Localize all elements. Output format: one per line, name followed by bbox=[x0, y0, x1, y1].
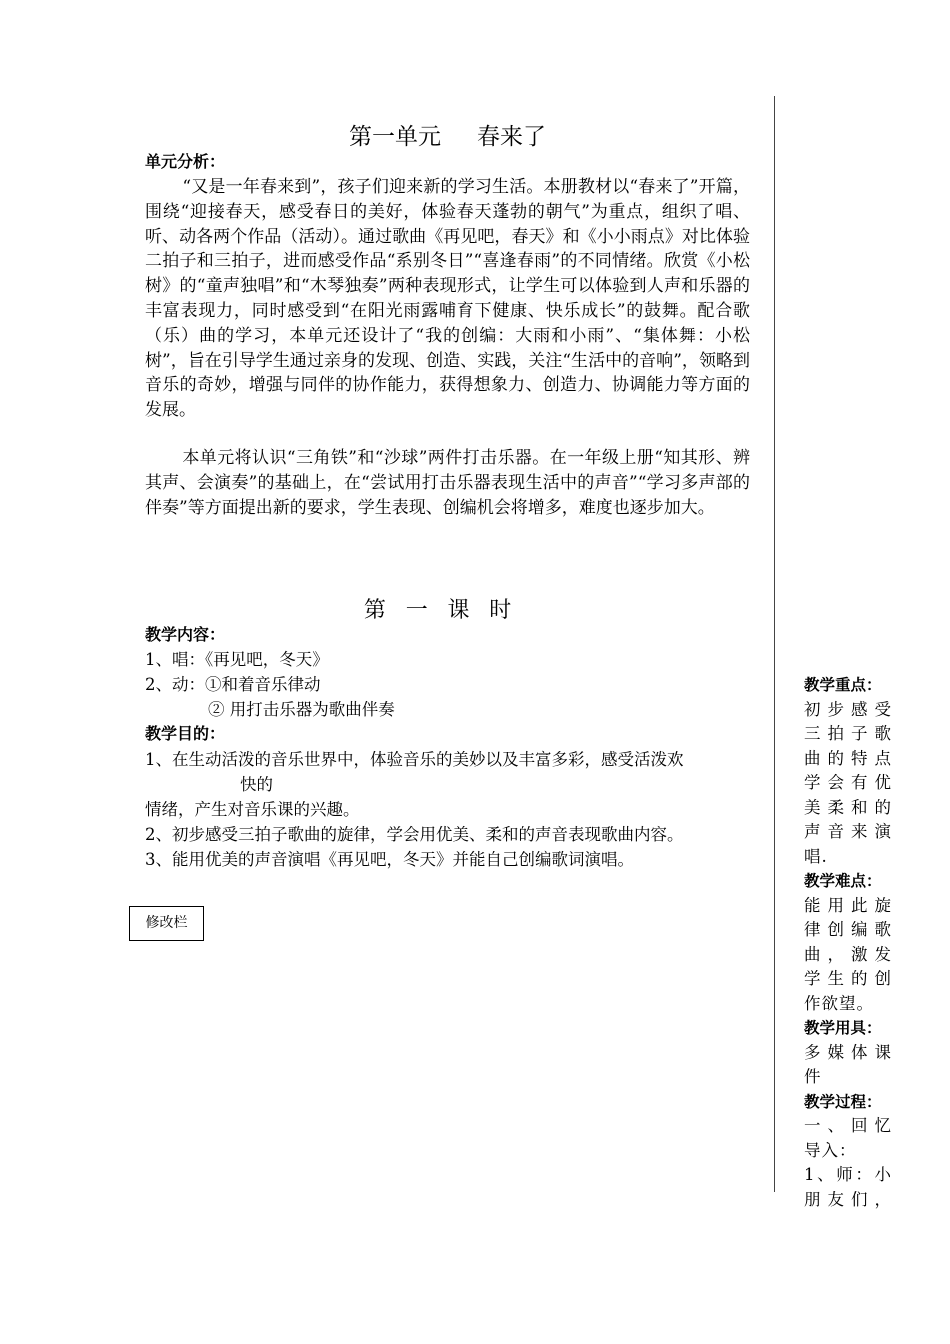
teaching-goal-line: 2、初步感受三拍子歌曲的旋律，学会用优美、柔和的声音表现歌曲内容。 bbox=[145, 825, 684, 844]
tools-line: 件 bbox=[804, 1067, 822, 1086]
sidebar-notes bbox=[804, 673, 892, 1212]
unit-title-number: 第一单元 bbox=[349, 124, 441, 150]
teaching-goals-list bbox=[145, 747, 755, 872]
teaching-content-list bbox=[145, 648, 750, 722]
focus-line: 声音来演 bbox=[804, 822, 892, 841]
difficulty-line: 律创编歌 bbox=[804, 920, 892, 939]
teaching-goal-line: 1、在生动活泼的音乐世界中，体验音乐的美妙以及丰富多彩，感受活泼欢 bbox=[145, 750, 684, 769]
teaching-goal-line: 3、能用优美的声音演唱《再见吧，冬天》并能自己创编歌词演唱。 bbox=[145, 850, 634, 869]
lesson-title: 第一课时 bbox=[363, 598, 532, 623]
focus-line: 学会有优 bbox=[804, 773, 892, 792]
unit-analysis-label: 单元分析： bbox=[145, 152, 226, 171]
margin-divider-line bbox=[774, 96, 775, 1192]
difficulty-line: 学生的创 bbox=[804, 969, 892, 988]
teaching-goals-label: 教学目的： bbox=[145, 724, 226, 743]
unit-analysis-paragraph-2: 本单元将认识“三角铁”和“沙球”两件打击乐器。在一年级上册“知其形、辨其声、会演奏”的基础上，在“尝试用打击乐器表现生活中的声音”“学习多声部的伴奏”等方面提出新的要求，学生表现、创编机会将增多，难度也逐步加大。 bbox=[145, 448, 750, 518]
unit-analysis-paragraph-1: “又是一年春来到”，孩子们迎来新的学习生活。本册教材以“春来了”开篇，围绕“迎接春天，感受春日的美好，体验春天蓬勃的朝气”为重点，组织了唱、听、动各两个作品（活动）。通过歌曲《再见吧，春天》和《小小雨点》对比体验二拍子和三拍子，进而感受作品“系别冬日”“喜逢春雨”的不同情绪。欣赏《小松树》的“童声独唱”和“木琴独奏”两种表现形式，让学生可以体验到人声和乐器的丰富表现力，同时感受到“在阳光雨露哺育下健康、快乐成长”的鼓舞。配合歌（乐）曲的学习，本单元还设计了“我的创编：大雨和小雨”、“集体舞：小松树”，旨在引导学生通过亲身的发现、创造、实践，关注“生活中的音响”，领略到音乐的奇妙，增强与同伴的协作能力，获得想象力、创造力、协调能力等方面的发展。 bbox=[145, 177, 750, 421]
focus-label: 教学重点： bbox=[804, 676, 882, 694]
teaching-goal-line: 情绪，产生对音乐课的兴趣。 bbox=[145, 800, 360, 819]
focus-line: 曲的特点 bbox=[804, 748, 892, 768]
tools-label: 教学用具： bbox=[804, 1019, 882, 1037]
focus-line: 三拍子歌 bbox=[804, 724, 892, 743]
unit-title bbox=[145, 122, 750, 152]
process-label: 教学过程： bbox=[804, 1092, 882, 1111]
focus-line: 唱. bbox=[804, 846, 828, 866]
process-line: 1、师：小 bbox=[804, 1165, 892, 1184]
process-line: 一、回忆 bbox=[804, 1116, 892, 1135]
difficulty-line: 作欲望。 bbox=[804, 993, 874, 1013]
focus-line: 初步感受 bbox=[804, 699, 892, 719]
difficulty-line: 曲，激发 bbox=[804, 944, 892, 964]
teaching-content-item: 1、唱：《再见吧，冬天》 bbox=[145, 650, 329, 669]
teaching-content-label: 教学内容： bbox=[145, 625, 226, 644]
process-line: 导入： bbox=[804, 1140, 857, 1160]
revision-column-box: 修改栏 bbox=[129, 906, 204, 941]
teaching-content-item: ② 用打击乐器为歌曲伴奏 bbox=[208, 699, 395, 719]
difficulty-line: 能用此旋 bbox=[804, 895, 892, 915]
unit-title-name: 春来了 bbox=[477, 124, 546, 150]
difficulty-label: 教学难点： bbox=[804, 872, 882, 890]
teaching-goal-line: 快的 bbox=[240, 775, 273, 794]
focus-line: 美柔和的 bbox=[804, 797, 892, 817]
teaching-content-item: 2、动：①和着音乐律动 bbox=[145, 674, 321, 694]
tools-line: 多媒体课 bbox=[804, 1042, 892, 1062]
process-line: 朋友们， bbox=[804, 1189, 892, 1209]
